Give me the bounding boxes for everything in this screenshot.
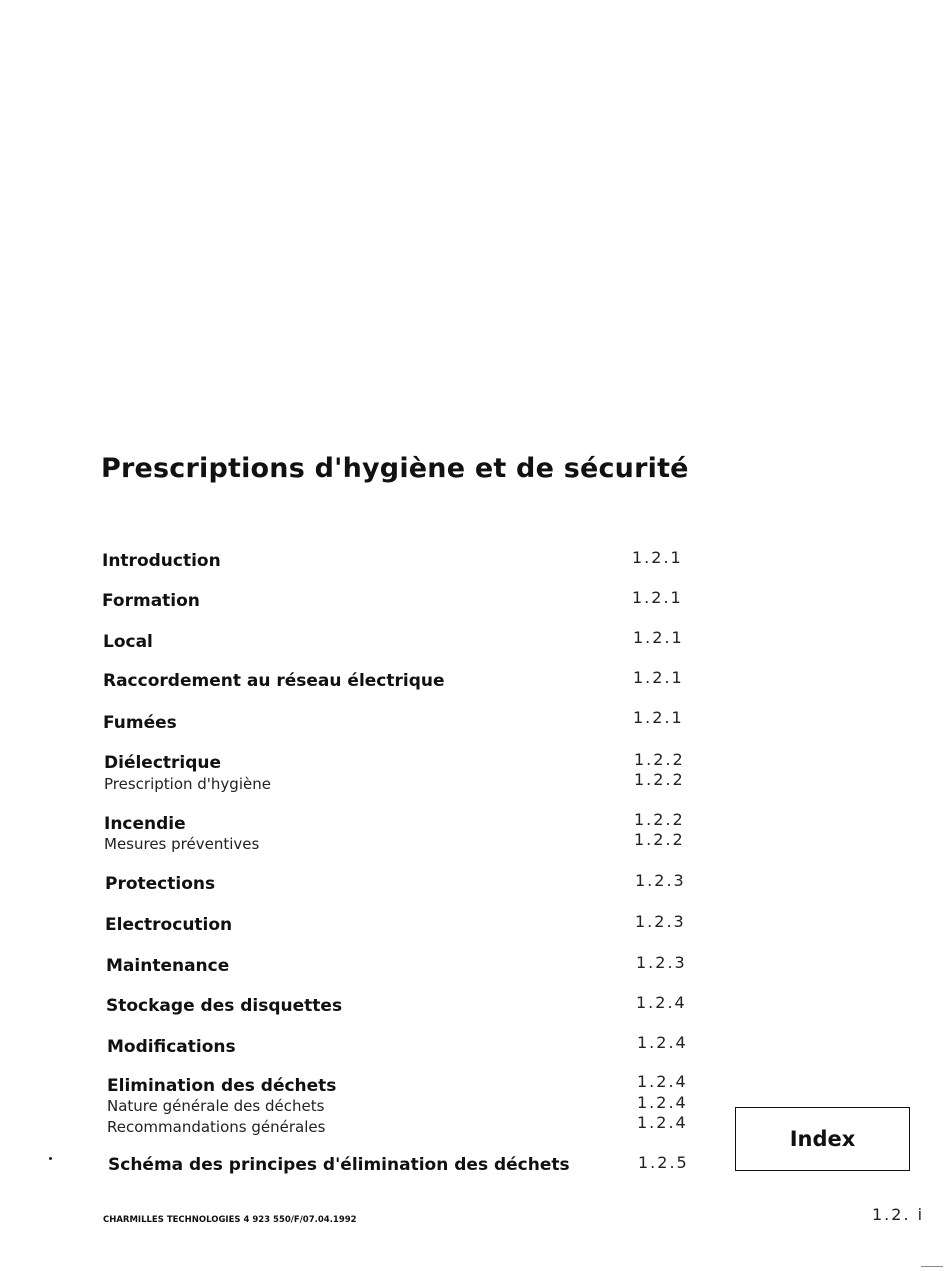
toc-page-elimination-dechets: 1.2.4 [637,1072,688,1091]
toc-entry-introduction[interactable]: Introduction [102,551,221,571]
toc-entry-modifications[interactable]: Modifications [107,1037,236,1057]
toc-subentry-mesures-preventives[interactable]: Mesures préventives [104,835,260,853]
scan-dot [49,1157,52,1160]
toc-page-nature-dechets: 1.2.4 [637,1093,688,1112]
edge-mark [921,1266,943,1267]
page-number: 1.2. i [872,1205,925,1224]
toc-page-local: 1.2.1 [633,628,684,647]
toc-page-schema-elimination: 1.2.5 [638,1153,689,1172]
footer-reference: CHARMILLES TECHNOLOGIES 4 923 550/F/07.04.1992 [103,1215,357,1225]
toc-entry-fumees[interactable]: Fumées [103,713,177,733]
toc-page-incendie: 1.2.2 [634,810,685,829]
toc-page-prescription-hygiene: 1.2.2 [634,770,685,789]
toc-page-maintenance: 1.2.3 [636,953,687,972]
toc-page-formation: 1.2.1 [632,588,683,607]
toc-entry-protections[interactable]: Protections [105,874,216,894]
toc-entry-stockage-disquettes[interactable]: Stockage des disquettes [106,996,343,1016]
toc-page-fumees: 1.2.1 [633,708,684,727]
toc-entry-schema-elimination[interactable]: Schéma des principes d'élimination des déchets [108,1155,570,1175]
toc-entry-dielectrique[interactable]: Diélectrique [104,753,222,773]
toc-page-introduction: 1.2.1 [632,548,683,567]
toc-entry-incendie[interactable]: Incendie [104,814,186,834]
toc-page-protections: 1.2.3 [635,871,686,890]
page-title: Prescriptions d'hygiène et de sécurité [101,453,689,484]
toc-page-stockage-disquettes: 1.2.4 [636,993,687,1012]
toc-page-recommandations: 1.2.4 [637,1113,688,1132]
toc-entry-electrocution[interactable]: Electrocution [105,915,233,935]
toc-subentry-prescription-hygiene[interactable]: Prescription d'hygiène [104,775,271,793]
toc-page-mesures-preventives: 1.2.2 [634,830,685,849]
toc-entry-maintenance[interactable]: Maintenance [106,956,230,976]
toc-page-dielectrique: 1.2.2 [634,750,685,769]
toc-subentry-nature-dechets[interactable]: Nature générale des déchets [107,1097,325,1115]
toc-entry-raccordement[interactable]: Raccordement au réseau électrique [103,671,445,691]
index-label: Index [789,1127,856,1151]
toc-entry-local[interactable]: Local [103,632,153,652]
toc-entry-formation[interactable]: Formation [102,591,200,611]
index-box[interactable] [735,1107,910,1171]
toc-subentry-recommandations[interactable]: Recommandations générales [107,1118,326,1136]
toc-page-raccordement: 1.2.1 [633,668,684,687]
toc-page-modifications: 1.2.4 [637,1033,688,1052]
toc-page-electrocution: 1.2.3 [635,912,686,931]
toc-entry-elimination-dechets[interactable]: Elimination des déchets [107,1076,337,1096]
